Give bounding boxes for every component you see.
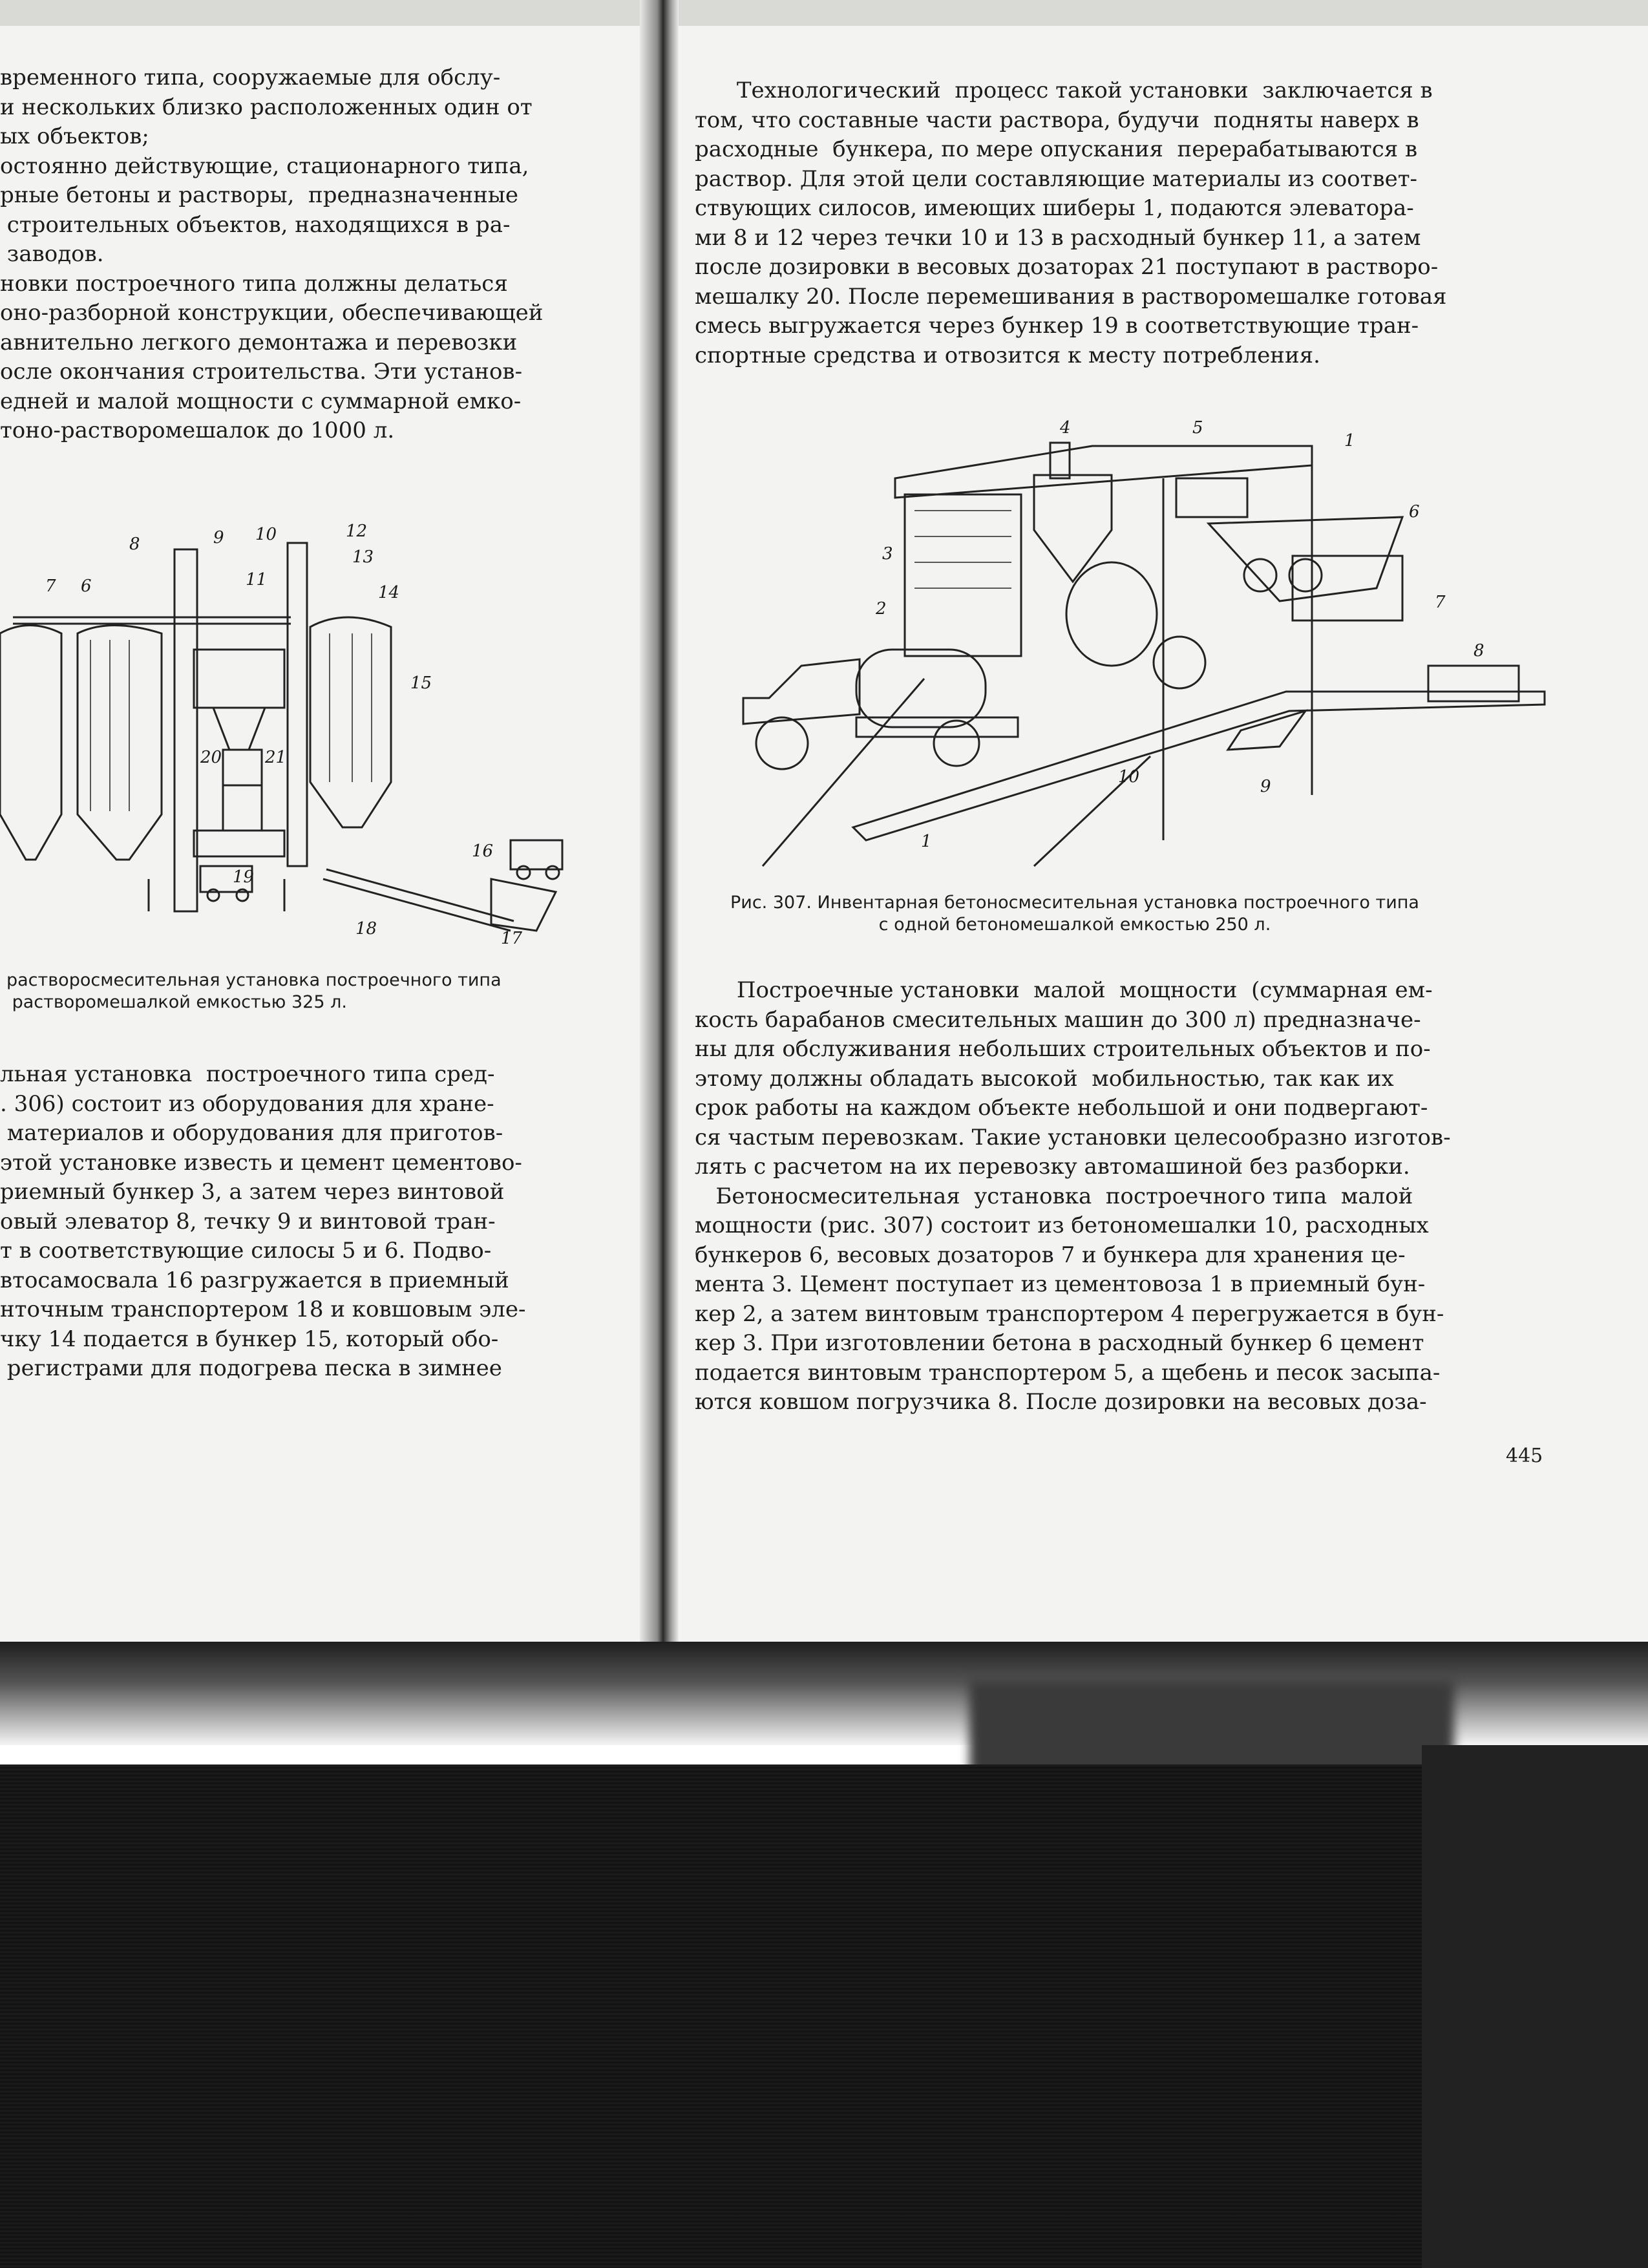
fig306-label: 6 <box>81 577 92 596</box>
book-gutter <box>640 0 679 1655</box>
fig306-label: 7 <box>45 577 56 596</box>
right-figure-caption: Рис. 307. Инвентарная бетоносмесительная установка построечного типа с одной бетономешалкой емкостью 250 л. <box>730 893 1419 935</box>
concrete-plant-drawing <box>698 394 1564 892</box>
fig306-label: 11 <box>246 570 268 589</box>
fig306-label: 19 <box>233 867 255 887</box>
fig306-label: 18 <box>355 919 377 938</box>
page-number: 445 <box>1506 1445 1543 1467</box>
left-paragraph-1: временного типа, сооружаемые для обслу- и нескольких близко расположенных один от ых объектов; остоянно действующие, стационарного типа, рные бетоны и растворы, предназначенные строительных объектов, находящихся в ра- заводов. новки построечного типа должны делаться оно-разборной конструкции, обеспечивающей авнительно легкого демонтажа и перевозки осле окончания строительства. Эти установ- едней и малой мощности с суммарной емко- тоно-растворомешалок до 1000 л. <box>0 65 544 443</box>
fig306-label: 21 <box>265 748 287 767</box>
fig307-label: 3 <box>882 544 893 564</box>
fig307-label: 4 <box>1060 418 1071 438</box>
fig306-label: 12 <box>346 522 368 541</box>
fig307-label: 1 <box>1344 431 1355 450</box>
fig307-label: 9 <box>1260 777 1271 796</box>
mortar-plant-drawing <box>0 478 630 944</box>
fig306-label: 15 <box>410 673 432 693</box>
fig307-label: 5 <box>1192 418 1203 438</box>
left-paragraph-2: льная установка построечного типа сред- . 306) состоит из оборудования для хране- материалов и оборудования для приготов- этой установке известь и цемент цементово- риемный бункер 3, а затем через винтовой овый элеватор 8, течку 9 и винтовой тран- т в соответствующие силосы 5 и 6. Подво- втосамосвала 16 разгружается в приемный нточным транспортером 18 и ковшовым эле- чку 14 подается в бункер 15, который обо- регистрами для подогрева песка в зимнее <box>0 1061 526 1381</box>
book-cover-edge <box>1422 1745 1648 2268</box>
right-paragraph-1: Технологический процесс такой установки заключается в том, что составные части раствора, будучи подняты наверх в расходные бункера, по мере опускания перерабатываются в раствор. Для этой цели составляющие материалы из соответ- ствующих силосов, имеющих шиберы 1, подаются элеватора- ми 8 и 12 через течки 10 и 13 в расходный бункер 11, а затем после дозировки в весовых дозаторах 21 поступают в растворо- мешалку 20. После перемешивания в растворомешалке готовая смесь выгружается через бункер 19 в соответствующие тран- спортные средства и отвозится к месту потребления. <box>695 78 1447 368</box>
left-figure-306 <box>0 478 630 944</box>
fig307-label: 6 <box>1409 502 1420 522</box>
right-figure-307 <box>698 394 1564 892</box>
fig306-label: 13 <box>352 547 374 567</box>
fig307-label: 7 <box>1435 593 1446 612</box>
left-page <box>0 39 630 1635</box>
fig307-label: 8 <box>1474 641 1484 661</box>
fig307-label: 1 <box>921 832 932 851</box>
book-cover <box>0 1765 1648 2268</box>
fig307-label: 10 <box>1118 767 1140 787</box>
fig306-label: 17 <box>501 929 523 944</box>
fig307-label: 2 <box>876 599 887 619</box>
fig306-label: 8 <box>129 535 140 554</box>
fig306-label: 10 <box>255 525 277 544</box>
fig306-label: 20 <box>200 748 222 767</box>
page-top-edge <box>0 0 1648 26</box>
fig306-label: 16 <box>472 842 494 861</box>
left-figure-caption: растворосмесительная установка построечного типа растворомешалкой емкостью 325 л. <box>6 970 502 1012</box>
fig306-label: 9 <box>213 528 224 547</box>
right-paragraph-2: Построечные установки малой мощности (суммарная ем- кость барабанов смесительных машин до 300 л) предназначе- ны для обслуживания небольших строительных объектов и по- этому должны обладать высокой мобильностью, так как их срок работы на каждом объекте небольшой и они подвергают- ся частым перевозкам. Такие установки целесообразно изготов- лять с расчетом на их перевозку автомашиной без разборки. Бетоносмесительная установка построечного типа малой мощности (рис. 307) состоит из бетономешалки 10, расходных бункеров 6, весовых дозаторов 7 и бункера для хранения це- мента 3. Цемент поступает из цементовоза 1 в приемный бун- кер 2, а затем винтовым транспортером 4 перегружается в бун- кер 3. При изготовлении бетона в расходный бункер 6 цемент подается винтовым транспортером 5, а щебень и песок засыпа- ются ковшом погрузчика 8. После дозировки на весовых доза- <box>695 977 1451 1415</box>
fig306-label: 14 <box>378 583 400 602</box>
right-page <box>695 26 1574 1551</box>
